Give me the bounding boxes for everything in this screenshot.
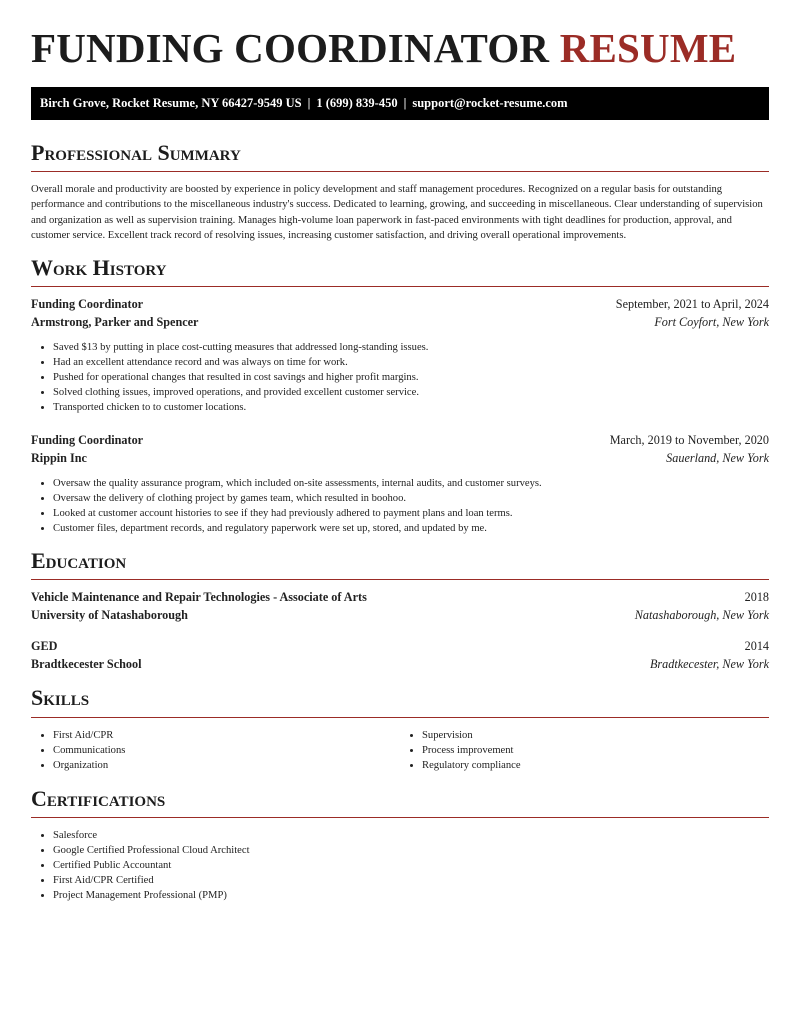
job-entry [31, 433, 769, 536]
list-item: • Regulatory compliance [422, 758, 769, 773]
contact-phone: 1 (699) 839-450 [316, 96, 398, 111]
list-item: • Certified Public Accountant [53, 858, 769, 873]
job-title: Funding Coordinator [31, 433, 144, 448]
education-location: Natashaborough, New York [634, 608, 769, 623]
contact-separator: | [403, 96, 407, 111]
list-item: • Pushed for operational changes that resulted in cost savings and higher profit margins. [53, 370, 769, 385]
list-item: • Saved $13 by putting in place cost-cutting measures that addressed long-standing issues. [53, 340, 769, 355]
section-divider [31, 717, 769, 718]
list-item: • Oversaw the delivery of clothing project by games team, which resulted in boohoo. [53, 491, 769, 506]
section-title-summary: Professional Summary [31, 140, 241, 166]
education-location: Bradtkecester, New York [649, 657, 769, 672]
list-item: • Customer files, department records, and regulatory paperwork were set up, stored, and updated by me. [53, 521, 769, 536]
contact-bar [31, 87, 769, 120]
list-item: • Google Certified Professional Cloud Architect [53, 843, 769, 858]
list-item: • Process improvement [422, 743, 769, 758]
job-location: Fort Coyfort, New York [654, 315, 769, 330]
education-degree: Vehicle Maintenance and Repair Technologies - Associate of Arts [31, 590, 367, 605]
job-entry [31, 297, 769, 415]
list-item: • Supervision [422, 728, 769, 743]
education-entry [31, 590, 769, 623]
section-title-certifications: Certifications [31, 785, 166, 811]
list-item: • First Aid/CPR [53, 728, 400, 743]
list-item: • Organization [53, 758, 400, 773]
skills-list-right [400, 728, 769, 773]
section-divider [31, 286, 769, 287]
contact-address: Birch Grove, Rocket Resume, NY 66427-9549 US [40, 96, 302, 111]
list-item: • Project Management Professional (PMP) [53, 888, 769, 903]
section-title-skills: Skills [31, 685, 90, 711]
list-item: • Communications [53, 743, 400, 758]
section-title-work-history: Work History [31, 255, 167, 281]
job-dates: September, 2021 to April, 2024 [615, 297, 769, 312]
education-year: 2014 [744, 639, 769, 654]
list-item: • Oversaw the quality assurance program, which included on-site assessments, internal audits, and customer surveys. [53, 476, 769, 491]
job-bullets [31, 340, 769, 415]
certifications-list [31, 828, 769, 903]
education-section [31, 549, 769, 672]
summary-text: Overall morale and productivity are boosted by experience in policy development and staff management procedures. Recognized on a regular basis for outstanding performance and contributions to the miscellaneous industry's success. Dedicated to learning, growing, and succeeding in miscellaneous. Clear understanding of supervision and organization as well as supervision training. Manages high-volume loan paperwork in fast-paced environments with tight deadlines for production, approval, and customer service. Excellent track record of resolving issues, increasing customer satisfaction, and driving overall operational improvements. [31, 184, 763, 241]
skills-list-left [31, 728, 400, 773]
education-year: 2018 [744, 590, 769, 605]
list-item: • Had an excellent attendance record and was always on time for work. [53, 355, 769, 370]
work-history-section [31, 256, 769, 536]
list-item: • First Aid/CPR Certified [53, 873, 769, 888]
skills-columns [31, 728, 769, 773]
summary-section [31, 141, 769, 243]
job-company: Rippin Inc [31, 451, 87, 466]
title-accent: RESUME [559, 25, 737, 71]
section-divider [31, 579, 769, 580]
title-main: FUNDING COORDINATOR [31, 25, 550, 71]
contact-separator: | [307, 96, 311, 111]
job-dates: March, 2019 to November, 2020 [609, 433, 769, 448]
job-company: Armstrong, Parker and Spencer [31, 315, 199, 330]
certifications-section [31, 787, 769, 903]
section-title-education: Education [31, 548, 127, 574]
job-title: Funding Coordinator [31, 297, 144, 312]
contact-email[interactable]: support@rocket-resume.com [412, 96, 568, 111]
education-school: Bradtkecester School [31, 657, 142, 672]
list-item: • Solved clothing issues, improved operations, and provided excellent customer service. [53, 385, 769, 400]
section-divider [31, 171, 769, 172]
resume-page [31, 0, 769, 903]
list-item: • Looked at customer account histories to see if they had previously adhered to payment plans and loan terms. [53, 506, 769, 521]
job-bullets [31, 476, 769, 536]
education-school: University of Natashaborough [31, 608, 188, 623]
list-item: • Transported chicken to to customer locations. [53, 400, 769, 415]
education-entry [31, 639, 769, 672]
education-degree: GED [31, 639, 58, 654]
section-divider [31, 817, 769, 818]
job-location: Sauerland, New York [666, 451, 769, 466]
resume-title [31, 26, 769, 71]
list-item: • Salesforce [53, 828, 769, 843]
skills-section [31, 686, 769, 772]
